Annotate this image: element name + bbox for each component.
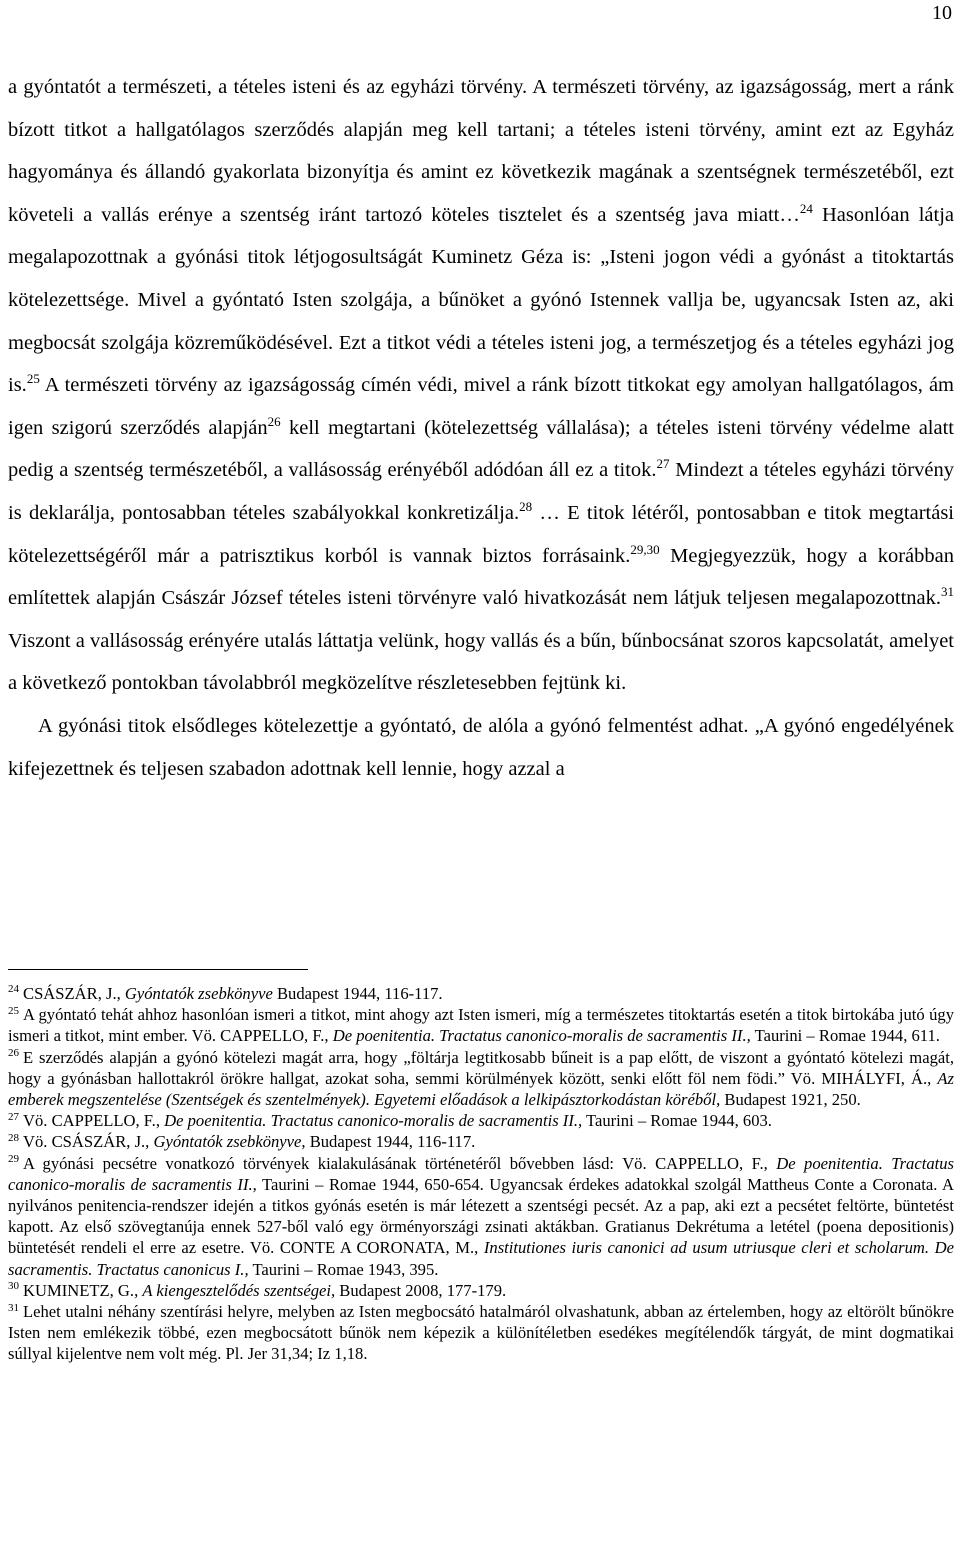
footnote-text: A gyónási pecsétre vonatkozó törvények kialakulásának történetéről bővebben lásd: Vö. CAPPELLO, F., [23,1153,777,1173]
footnote-number: 25 [8,1004,19,1017]
footnote-text: E szerződés alapján a gyónó kötelezi magát arra, hogy „föltárja legtitkosabb bűneit is a pap előtt, de viszont a gyóntató kötelezi magát, hogy a gyónásban hallottakról örökre hallgat, azokat soha, semmi körülmények között, senki előtt föl nem födi.” Vö. MIHÁLYFI, Á., [8,1047,954,1088]
body-text-segment: Viszont a vallásosság erényére utalás láttatja velünk, hogy vallás és a bűn, bűnbocsánat szoros kapcsolatát, amelyet a következő pontokban távolabbról megközelítve részletesebben fejtünk ki. [8,629,954,695]
footnote-29 [8,1153,954,1280]
footnotes [8,983,954,1365]
body-text-segment: A természeti törvény az igazságosság címén védi, mivel a ránk bízott titkokat egy amolyan hallgatólagos, ám igen szigorú szerződés alapján [8,374,954,439]
footnote-27 [8,1110,954,1131]
footnote-number: 29 [8,1153,19,1166]
footnote-ref-separator: , [643,541,647,557]
footnote-24 [8,983,954,1004]
footnote-ref-30[interactable]: 30 [646,541,660,557]
footnote-text: A gyóntató tehát ahhoz hasonlóan ismeri a titkot, mint ahogy azt Isten ismeri, míg a természetes titoktartás esetén a titok birtokába jutó úgy ismeri a titkot, mint ember. Vö. CAPPELLO, F., [8,1005,954,1046]
footnote-text: Taurini – Romae 1944, 603. [582,1111,772,1131]
footnote-number: 27 [8,1110,19,1123]
body-text-segment: … E titok létéről, pontosabban e titok megtartási kötelezettségéről már a patrisztikus korból is vannak biztos forrásaink. [8,501,954,567]
footnote-text: Taurini – Romae 1944, 650-654. Ugyancsak érdekes adatokkal szolgál Mattheus Conte a Coronata. A nyilvános penitencia-rendszer idején a titkos gyónás esetén is már létezett a szentségi pecsét. Az a pap, aki ezt a pecsétet feltörte, büntetést kapott. Az első szövegtanúja ennek 527-ből való egy örményországi zsinati aktákban. Gratianus Dekrétuma a letétel (poena depositionis) büntetését rendeli el erre az esetre. Vö. CONTE A CORONATA, M., [8,1174,954,1258]
footnote-ref-25[interactable]: 25 [26,371,40,387]
footnote-ref-26[interactable]: 26 [267,413,281,429]
paragraph-1 [8,66,954,705]
footnote-separator [8,969,308,970]
footnote-number: 30 [8,1280,19,1293]
footnote-text: Budapest 1944, 116-117. [272,984,443,1003]
footnote-text: KUMINETZ, G., [23,1280,143,1300]
footnote-ref-27[interactable]: 27 [656,456,670,472]
body-text-segment: Mindezt a tételes egyházi törvény is deklarálja, pontosabban tételes szabályokkal konkretizálja. [8,459,954,524]
footnote-title: A kiengesztelődés szentségei, [142,1280,336,1300]
footnote-title: De poenitentia. Tractatus canonico-moralis de sacramentis II., [164,1111,583,1131]
footnote-number: 26 [8,1047,19,1060]
footnote-28 [8,1131,954,1152]
body-text-segment: kell megtartani (kötelezettség vállalása); a tételes isteni törvény védelme alatt pedig a szentség természetéből, a vallásosság erényéből adódóan áll ez a titok. [8,416,954,482]
footnote-number: 31 [8,1301,19,1314]
footnote-ref-24[interactable]: 24 [799,200,813,216]
footnote-text: CSÁSZÁR, J., [23,984,125,1003]
footnote-ref-31[interactable]: 31 [941,584,954,600]
footnote-31 [8,1301,954,1365]
footnote-ref-29[interactable]: 29 [630,541,644,557]
footnote-title: Gyóntatók zsebkönyve [153,1132,302,1152]
body-text-segment: Hasonlóan látja megalapozottnak a gyónási titok létjogosultságát Kuminetz Géza is: „Isteni jogon védi a gyónást a titoktartás kötelezettsége. Mivel a gyóntató Isten szolgája, a bűnöket a gyónó Istennek vallja be, ugyancsak Isten az, aki megbocsát szolgája közreműködésével. Ezt a titkot védi a tételes isteni jog, a természetjog és a tételes egyházi jog is. [8,203,954,397]
footnote-text: , Budapest 1944, 116-117. [301,1132,476,1152]
footnote-number: 28 [8,1131,19,1144]
footnote-text: Taurini – Romae 1944, 611. [750,1026,940,1046]
footnote-title: Institutiones iuris canonici ad usum utriusque cleri et scholarum. De sacramentis. Tractatus canonicus I., [8,1238,954,1279]
paragraph-2: A gyónási titok elsődleges kötelezettje a gyóntató, de alóla a gyónó felmentést adhat. „A gyónó engedélyének kifejezettnek és teljesen szabadon adottnak kell lennie, hogy azzal a [8,714,954,780]
body-text-segment: a gyóntatót a természeti, a tételes isteni és az egyházi törvény. A természeti törvény, az igazságosság, mert a ránk bízott titkot a hallgatólagos szerződés alapján meg kell tartani; a tételes isteni törvény, amint ezt az Egyház hagyománya és állandó gyakorlata bizonyítja és amint ez következik magának a szentségnek természetéből, ezt követeli a vallás erénye a szentség iránt tartozó köteles tisztelet és a szentség java miatt… [8,76,954,226]
footnote-26 [8,1047,954,1111]
footnote-text: , Budapest 1921, 250. [716,1090,861,1110]
footnote-25 [8,1004,954,1046]
footnote-text: Lehet utalni néhány szentírási helyre, melyben az Isten megbocsátó hatalmáról olvashatunk, abban az értelemben, hogy az eltörölt bűnökre Isten nem emlékezik többé, ezen megbocsátott bűnök nem képezik a különítéletben esedékes megítélendők tárgyát, de mint dogmatikai súllyal kijelentve nem volt még. Pl. Jer 31,34; Iz 1,18. [8,1302,954,1364]
footnote-title: De poenitentia. Tractatus canonico-moralis de sacramentis II., [8,1153,954,1194]
footnote-title: Az emberek megszentelése (Szentségek és szentelmények). Egyetemi előadások a lelkipásztorkodástan köréből [8,1068,954,1110]
body-text-segment: Megjegyezzük, hogy a korábban említettek alapján Császár József tételes isteni törvényre való hivatkozását nem látjuk teljesen megalapozottnak. [8,544,954,610]
footnote-30 [8,1280,954,1301]
body-text [8,66,954,790]
footnote-title: De poenitentia. Tractatus canonico-moralis de sacramentis II., [332,1026,751,1046]
footnote-ref-28[interactable]: 28 [519,499,533,515]
footnote-text: Vö. CSÁSZÁR, J., [23,1132,154,1152]
footnote-text: Vö. CAPPELLO, F., [23,1111,165,1131]
footnote-number: 24 [8,983,19,996]
page-number: 10 [932,2,952,24]
footnote-text: Taurini – Romae 1943, 395. [248,1259,439,1279]
footnote-title: Gyóntatók zsebkönyve [124,984,273,1003]
footnote-text: Budapest 2008, 177-179. [335,1280,507,1300]
